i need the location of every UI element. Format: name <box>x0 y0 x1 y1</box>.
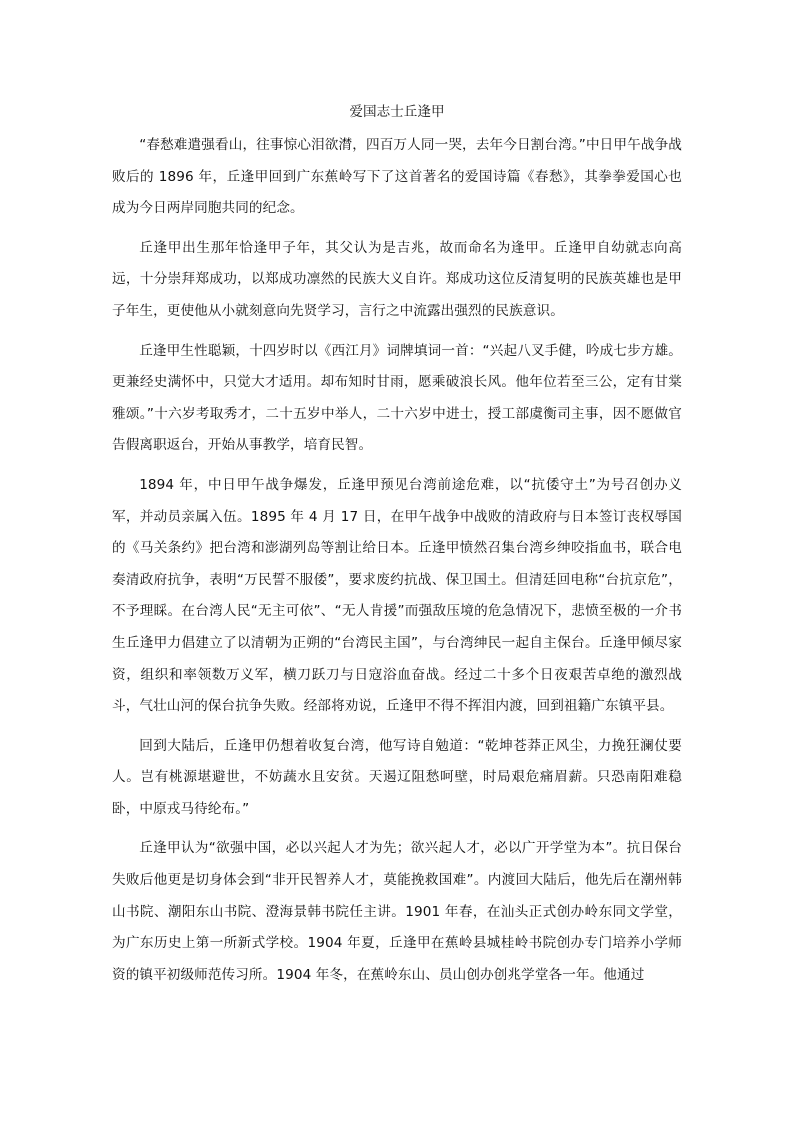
paragraph-birth-and-name: 丘逢甲出生那年恰逢甲子年，其父认为是吉兆，故而命名为逢甲。丘逢甲自幼就志向高远，十分崇拜郑成功，以郑成功凛然的民族大义自许。郑成功这位反清复明的民族英雄也是甲子年生，更使他从小就刻意向先贤学习，言行之中流露出强烈的民族意识。 <box>112 239 682 319</box>
paragraph-spring-sorrow-poem: “春愁难遣强看山，往事惊心泪欲潸，四百万人同一哭，去年今日割台湾。”中日甲午战争战败后的 1896 年，丘逢甲回到广东蕉岭写下了这首著名的爱国诗篇《春愁》，其拳拳爱国心也成为今日两岸同胞共同的纪念。 <box>112 137 682 217</box>
paragraph-return-to-mainland: 回到大陆后，丘逢甲仍想着收复台湾，他写诗自勉道：“乾坤苍莽正风尘，力挽狂澜仗要人。岂有桃源堪避世，不妨蔬水且安贫。天遏辽阻愁呵壁，时局艰危痛眉薪。只恐南阳难稳卧，中原戎马待纶布。” <box>112 737 682 817</box>
document-page <box>112 98 682 999</box>
paragraph-early-talent: 丘逢甲生性聪颖，十四岁时以《西江月》词牌填词一首：“兴起八叉手健，吟成七步方雄。更兼经史满怀中，只觉大才适用。却布知时甘雨，愿乘破浪长风。他年位若至三公，定有甘棠雅颂。”十六岁考取秀才，二十五岁中举人，二十六岁中进士，授工部虞衡司主事，因不愿做官告假离职返台，开始从事教学，培育民智。 <box>112 342 682 454</box>
paragraph-education: 丘逢甲认为“欲强中国，必以兴起人才为先；欲兴起人才，必以广开学堂为本”。抗日保台失败后他更是切身体会到“非开民智养人才，莫能挽救国难”。内渡回大陆后，他先后在潮州韩山书院、潮阳东山书院、澄海景韩书院任主讲。1901 年春，在汕头正式创办岭东同文学堂，为广东历史上第一所新式学校。1904 年夏，丘逢甲在蕉岭县城桂岭书院创办专门培养小学师资的镇平初级师范传习所。1904 年冬，在蕉岭东山、员山创办创兆学堂各一年。他通过 <box>112 840 682 983</box>
paragraph-defense-of-taiwan: 1894 年，中日甲午战争爆发，丘逢甲预见台湾前途危难，以“抗倭守土”为号召创办义军，并动员亲属入伍。1895 年 4 月 17 日，在甲午战争中战败的清政府与日本签订丧权辱国的《马关条约》把台湾和澎湖列岛等割让给日本。丘逢甲愤然召集台湾乡绅咬指血书，联合电奏清政府抗争，表明“万民誓不服倭”，要求废约抗战、保卫国土。但清廷回电称“台抗京危”，不予理睬。在台湾人民“无主可依”、“无人肯援”而强敌压境的危急情况下，悲愤至极的一介书生丘逢甲力倡建立了以清朝为正朔的“台湾民主国”，与台湾绅民一起自主保台。丘逢甲倾尽家资，组织和率领数万义军，横刀跃刀与日寇浴血奋战。经过二十多个日夜艰苦卓绝的激烈战斗，气壮山河的保台抗争失败。经部将劝说，丘逢甲不得不挥泪内渡，回到祖籍广东镇平县。 <box>112 476 682 715</box>
document-title: 爱国志士丘逢甲 <box>349 104 445 120</box>
